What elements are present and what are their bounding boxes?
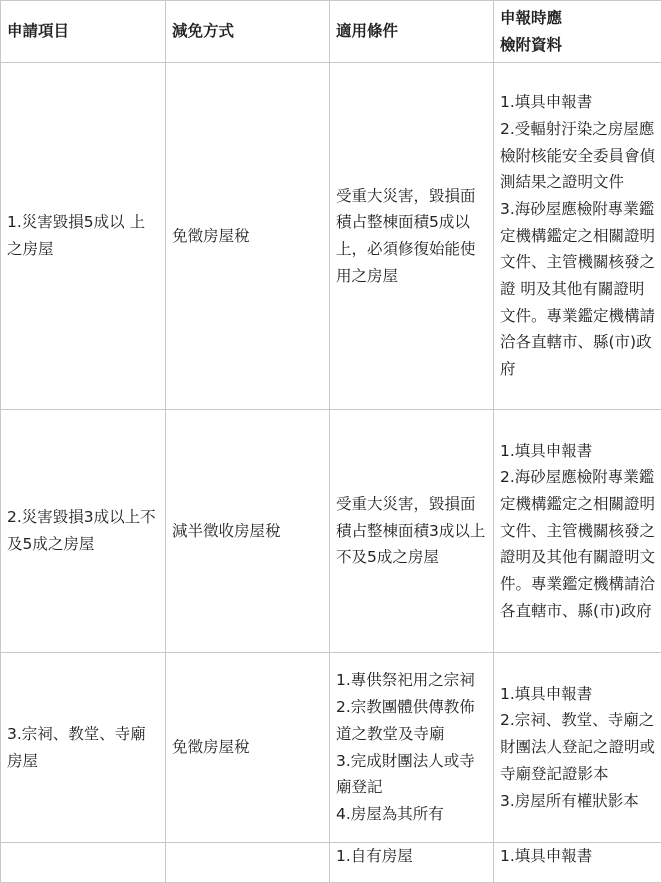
- table-row: [1, 63, 661, 410]
- condition-cell: 受重大災害，毀損面積占整棟面積3成以上不及5成之房屋: [330, 410, 494, 653]
- item-cell: 3.宗祠、教堂、寺廟房屋: [1, 653, 166, 843]
- condition-cell: 受重大災害，毀損面積占整棟面積5成以上，必須修復始能使用之房屋: [330, 63, 494, 410]
- condition-cell: 1.自有房屋: [330, 843, 494, 883]
- table-row: [1, 410, 661, 653]
- item-cell: [1, 843, 166, 883]
- table-row: [1, 653, 661, 843]
- method-cell: 免徵房屋稅: [166, 653, 330, 843]
- documents-cell: 1.填具申報書 2.海砂屋應檢附專業鑑定機構鑑定之相關證明文件、主管機關核發之證明及其他有關證明文件。專業鑑定機構請洽各直轄市、縣(市)政府: [494, 410, 661, 653]
- documents-cell: 1.填具申報書 2.宗祠、教堂、寺廟之財團法人登記之證明或寺廟登記證影本 3.房屋所有權狀影本: [494, 653, 661, 843]
- method-cell: [166, 843, 330, 883]
- documents-cell: 1.填具申報書 2.受輻射汙染之房屋應檢附核能安全委員會偵測結果之證明文件 3.海砂屋應檢附專業鑑定機構鑑定之相關證明文件、主管機關核發之證 明及其他有關證明文件。專業鑑定機構請洽各直轄市、縣(市)政府: [494, 63, 661, 410]
- table-row: [1, 843, 661, 883]
- header-item: 申請項目: [1, 1, 166, 63]
- header-row: [1, 1, 661, 63]
- method-cell: 減半徵收房屋稅: [166, 410, 330, 653]
- documents-cell: 1.填具申報書: [494, 843, 661, 883]
- item-cell: 2.災害毀損3成以上不及5成之房屋: [1, 410, 166, 653]
- item-cell: 1.災害毀損5成以 上之房屋: [1, 63, 166, 410]
- header-condition: 適用條件: [330, 1, 494, 63]
- header-documents: 申報時應 檢附資料: [494, 1, 661, 63]
- method-cell: 免徵房屋稅: [166, 63, 330, 410]
- condition-cell: 1.專供祭祀用之宗祠 2.宗教團體供傳教佈道之教堂及寺廟 3.完成財團法人或寺廟登記 4.房屋為其所有: [330, 653, 494, 843]
- header-method: 減免方式: [166, 1, 330, 63]
